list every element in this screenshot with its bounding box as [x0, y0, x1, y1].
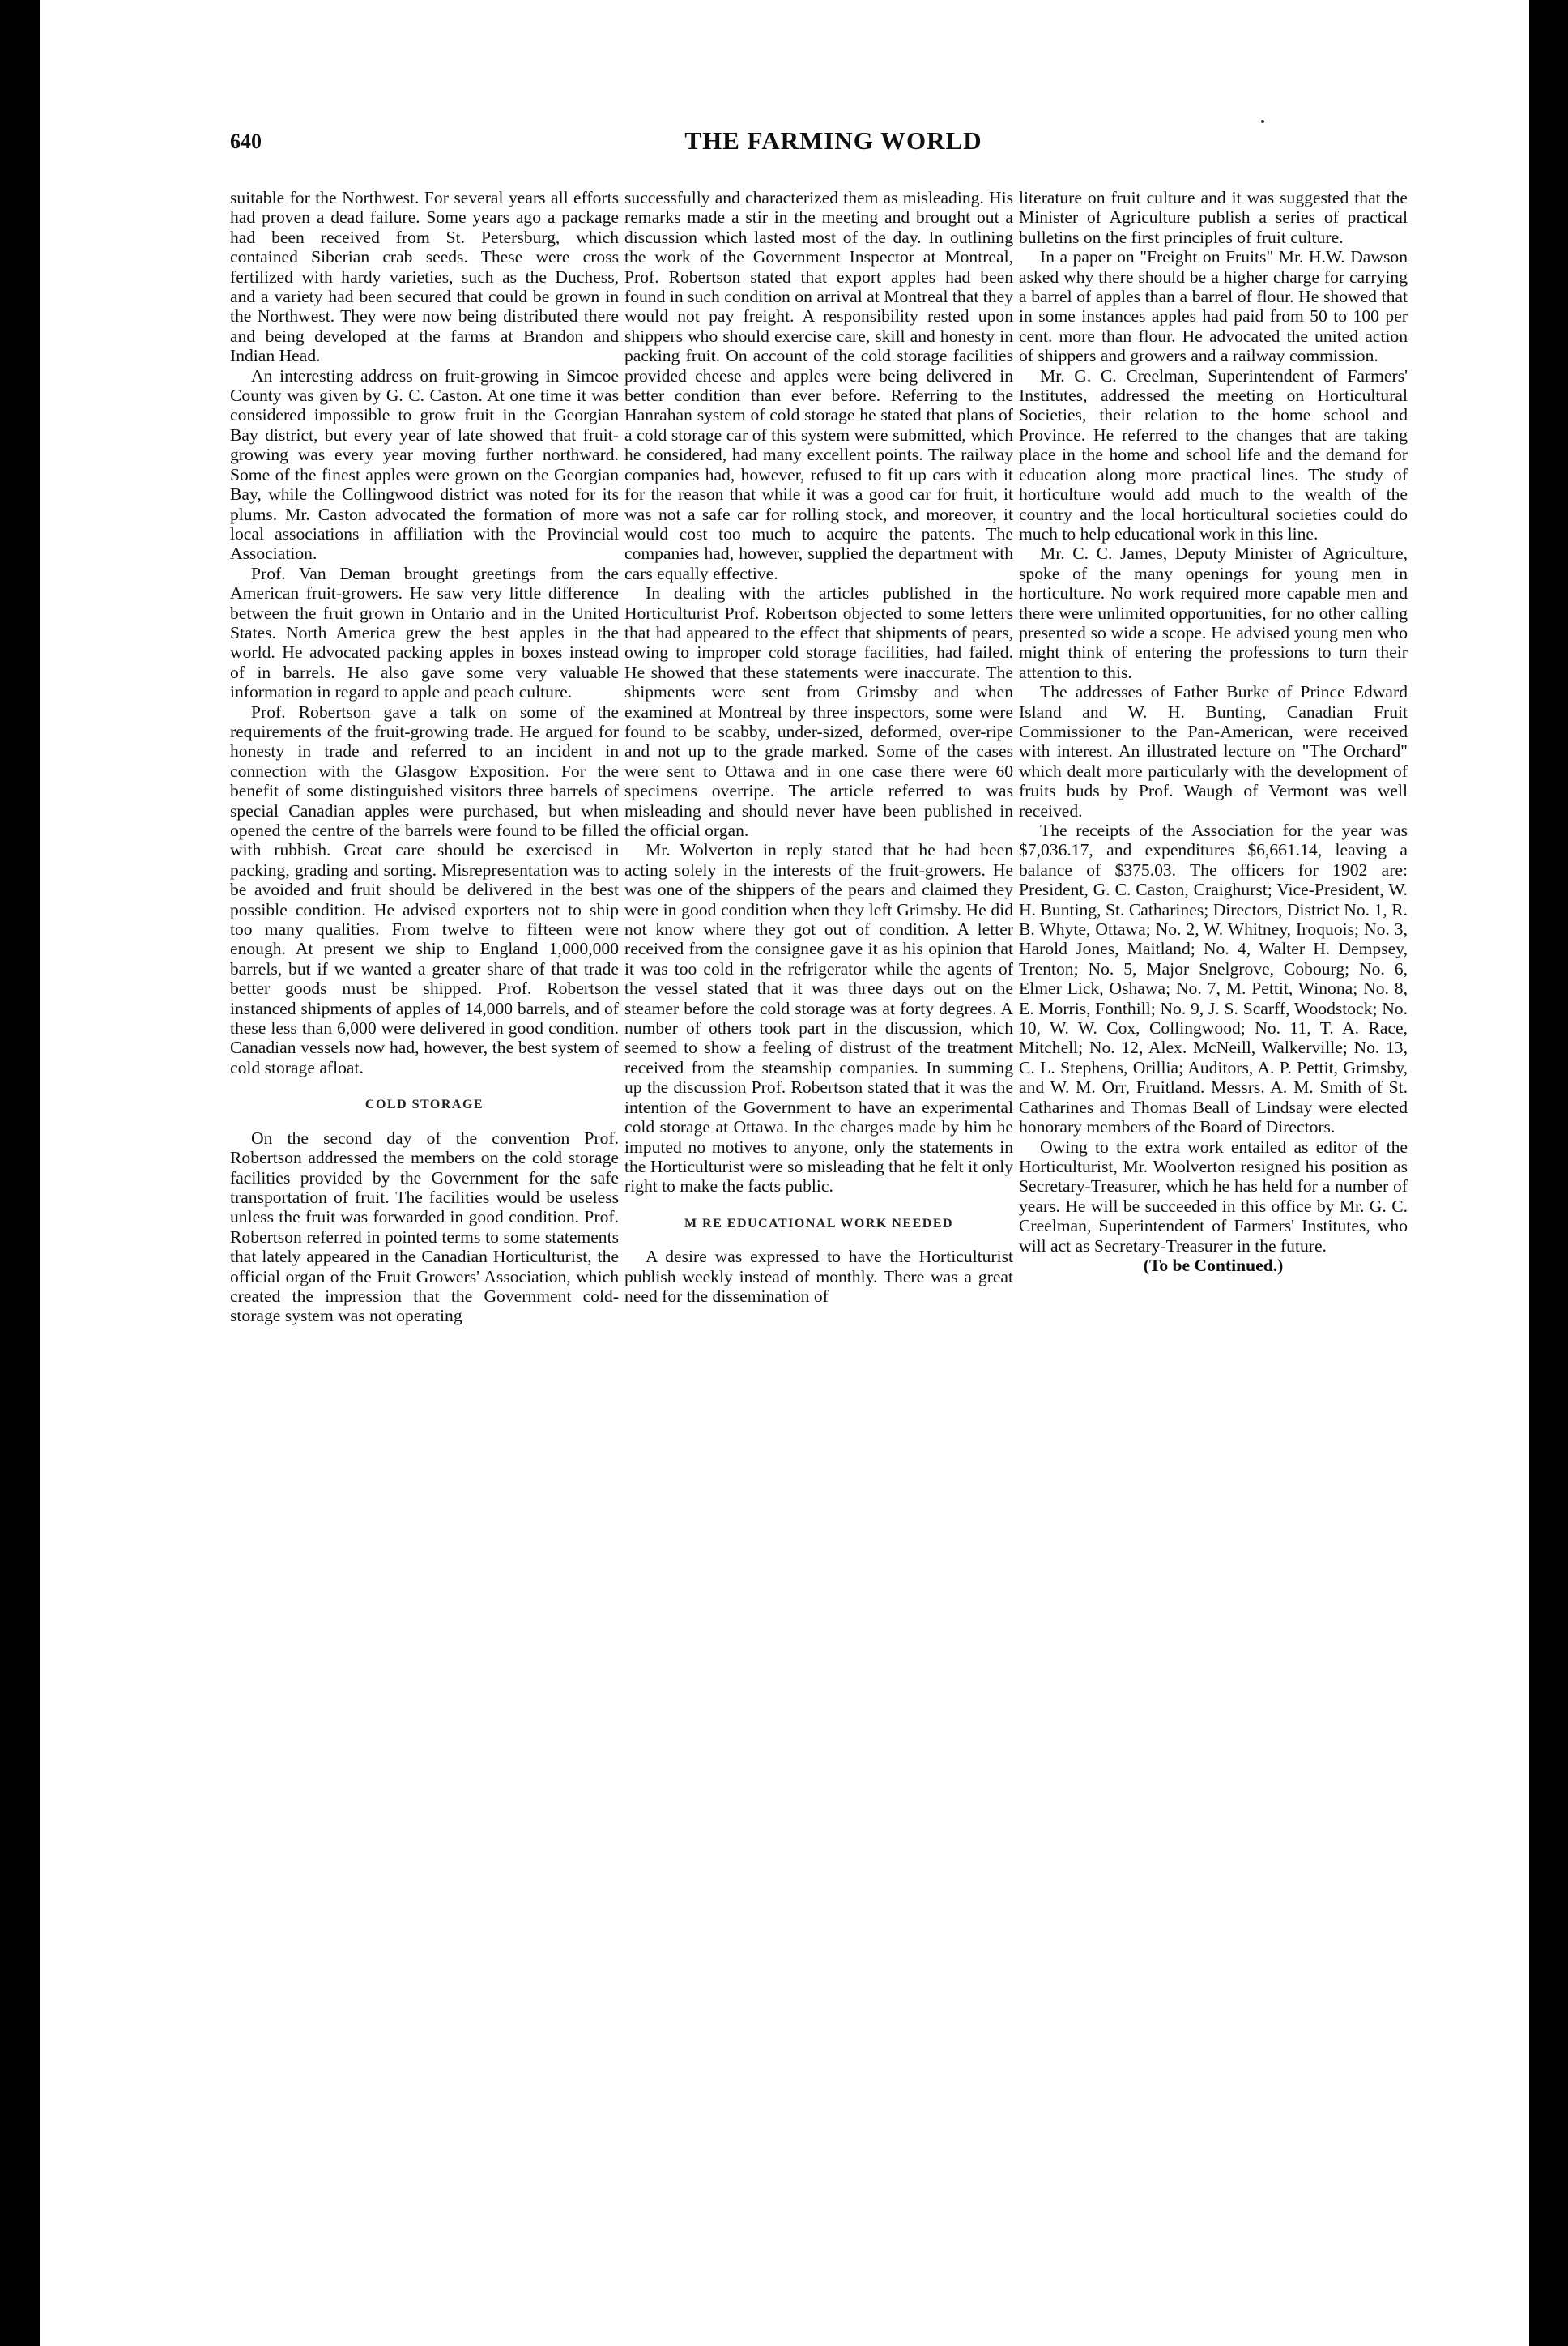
journal-title: THE FARMING WORLD: [684, 126, 982, 155]
paragraph: In a paper on "Freight on Fruits" Mr. H.W. Dawson asked why there should be a higher charge for carrying a barrel of apples than a barrel of flour. He showed that in some instances apples had paid from 50 to 100 per cent. more than flour. He advocated the united action of shippers and growers and a railway commission.: [1019, 247, 1408, 366]
column-3: [1019, 188, 1408, 2262]
paragraph: On the second day of the convention Prof. Robertson addressed the members on the cold storage facilities provided by the Government for the safe transportation of fruit. The facilities would be useless unless the fruit was forwarded in good condition. Prof. Robertson referred in pointed terms to some statements that lately appeared in the Canadian Horticulturist, the official organ of the Fruit Growers' Association, which created the impression that the Government cold-storage system was not operating: [230, 1128, 619, 1326]
column-1: [230, 188, 619, 2262]
paragraph: In dealing with the articles published in the Horticulturist Prof. Robertson objected to some letters that had appeared to the effect that shipments of pears, owing to improper cold storage facilities, had failed. He showed that these statements were inaccurate. The shipments were sent from Grimsby and when examined at Montreal by three inspectors, some were found to be scabby, under-sized, deformed, over-ripe and not up to the grade marked. Some of the cases were sent to Ottawa and in one case there were 60 specimens overripe. The article referred to was misleading and should never have been published in the official organ.: [624, 583, 1013, 840]
continued-note: (To be Continued.): [1143, 1255, 1284, 1275]
print-speck: [1261, 120, 1264, 123]
paragraph: Prof. Van Deman brought greetings from the American fruit-growers. He saw very little difference between the fruit grown in Ontario and in the United States. North America grew the best apples in the world. He advocated packing apples in boxes instead of in barrels. He also gave some very valuable information in regard to apple and peach culture.: [230, 563, 619, 702]
paragraph: The addresses of Father Burke of Prince Edward Island and W. H. Bunting, Canadian Fruit Commissioner to the Pan-American, were received with interest. An illustrated lecture on "The Orchard" which dealt more particularly with the development of fruits buds by Prof. Waugh of Vermont was well received.: [1019, 682, 1408, 821]
paragraph: An interesting address on fruit-growing in Simcoe County was given by G. C. Caston. At one time it was considered impossible to grow fruit in the Georgian Bay district, but every year of late showed that fruit-growing was every year moving further northward. Some of the finest apples were grown on the Georgian Bay, while the Collingwood district was noted for its plums. Mr. Caston advocated the formation of more local associations in affiliation with the Provincial Association.: [230, 365, 619, 564]
paragraph: suitable for the Northwest. For several years all efforts had proven a dead failure. Some years ago a package had been received from St. Petersburg, which contained Siberian crab seeds. These were cross fertilized with hardy varieties, such as the Duchess, and a variety had been secured that could be grown in the Northwest. They were now being distributed there and being developed at the farms at Brandon and Indian Head.: [230, 188, 619, 366]
paragraph: literature on fruit culture and it was suggested that the Minister of Agriculture publish a series of practical bulletins on the first principles of fruit culture.: [1019, 188, 1408, 247]
paragraph: The receipts of the Association for the year was $7,036.17, and expenditures $6,661.14, leaving a balance of $375.03. The officers for 1902 are: President, G. C. Caston, Craighurst; Vice-President, W. H. Bunting, St. Catharines; Directors, District No. 1, R. B. Whyte, Ottawa; No. 2, W. Whitney, Iroquois; No. 3, Harold Jones, Maitland; No. 4, Walter H. Dempsey, Trenton; No. 5, Major Snelgrove, Cobourg; No. 6, Elmer Lick, Oshawa; No. 7, M. Pettit, Winona; No. 8, E. Morris, Fonthill; No. 9, J. S. Scarff, Woodstock; No. 10, W. W. Cox, Collingwood; No. 11, T. A. Race, Mitchell; No. 12, Alex. McNeill, Walkerville; No. 13, C. L. Stephens, Orillia; Auditors, A. P. Pettit, Grimsby, and W. M. Orr, Fruitland. Messrs. A. M. Smith of St. Catharines and Thomas Beall of Lindsay were elected honorary members of the Board of Directors.: [1019, 821, 1408, 1137]
page-header: [230, 126, 1437, 162]
paragraph: Owing to the extra work entailed as editor of the Horticulturist, Mr. Woolverton resigned his position as Secretary-Treasurer, which he has held for a number of years. He will be succeeded in this office by Mr. G. C. Creelman, Superintendent of Farmers' Institutes, who will act as Secretary-Treasurer in the future.: [1019, 1137, 1408, 1256]
paragraph: Mr. Wolverton in reply stated that he had been acting solely in the interests of the fruit-growers. He was one of the shippers of the pears and claimed they were in good condition when they left Grimsby. He did not know where they got out of condition. A letter received from the consignee gave it as his opinion that it was too cold in the refrigerator while the agents of the vessel stated that it was three days out on the steamer before the cold storage was at forty degrees. A number of others took part in the discussion, which seemed to show a feeling of distrust of the treatment received from the steamship companies. In summing up the discussion Prof. Robertson stated that it was the intention of the Government to have an experimental cold storage at Ottawa. In the charges made by him he imputed no motives to anyone, only the statements in the Horticulturist were so misleading that he felt it only right to make the facts public.: [624, 840, 1013, 1196]
section-heading: M RE EDUCATIONAL WORK NEEDED: [684, 1216, 954, 1231]
paragraph: A desire was expressed to have the Horticulturist publish weekly instead of monthly. There was a great need for the dissemination of: [624, 1247, 1013, 1306]
section-heading: COLD STORAGE: [364, 1098, 484, 1112]
paragraph: Prof. Robertson gave a talk on some of the requirements of the fruit-growing trade. He argued for honesty in trade and referred to an incident in connection with the Glasgow Exposition. For the benefit of some distinguished visitors three barrels of special Canadian apples were purchased, but when opened the centre of the barrels were found to be filled with rubbish. Great care should be exercised in packing, grading and sorting. Misrepresentation was to be avoided and fruit should be delivered in the best possible condition. He advised exporters not to ship too many qualities. From twelve to fifteen were enough. At present we ship to England 1,000,000 barrels, but if we wanted a greater share of that trade better goods must be shipped. Prof. Robertson instanced shipments of apples of 14,000 barrels, and of these less than 6,000 were delivered in good condition. Canadian vessels now had, however, the best system of cold storage afloat.: [230, 702, 619, 1077]
paragraph: Mr. C. C. James, Deputy Minister of Agriculture, spoke of the many openings for young men in horticulture. No work required more capable men and there were unlimited opportunities, for no other calling presented so wide a scope. He advised young men who might think of entering the professions to turn their attention to this.: [1019, 544, 1408, 682]
paragraph: Mr. G. C. Creelman, Superintendent of Farmers' Institutes, addressed the meeting on Horticultural Societies, their relation to the home school and Province. He referred to the changes that are taking place in the home and school life and the demand for education along more practical lines. The study of horticulture would add much to the wealth of the country and the local horticultural societies could do much to help educational work in this line.: [1019, 365, 1408, 544]
page: [40, 0, 1529, 2346]
column-2: [624, 188, 1013, 2262]
paragraph: successfully and characterized them as misleading. His remarks made a stir in the meeting and brought out a discussion which lasted most of the day. In outlining the work of the Government Inspector at Montreal, Prof. Robertson stated that export apples had been found in such condition on arrival at Montreal that they would not pay freight. A responsibility rested upon shippers who should exercise care, skill and honesty in packing fruit. On account of the cold storage facilities provided cheese and apples were being delivered in better condition than ever before. Referring to the Hanrahan system of cold storage he stated that plans of a cold storage car of this system were submitted, which he considered, had many excellent points. The railway companies had, however, refused to fit up cars with it for the reason that while it was a good car for fruit, it was not a safe car for rolling stock, and moreover, it would cost too much to acquire the patents. The companies had, however, supplied the department with cars equally effective.: [624, 188, 1013, 583]
page-number: 640: [230, 130, 262, 153]
